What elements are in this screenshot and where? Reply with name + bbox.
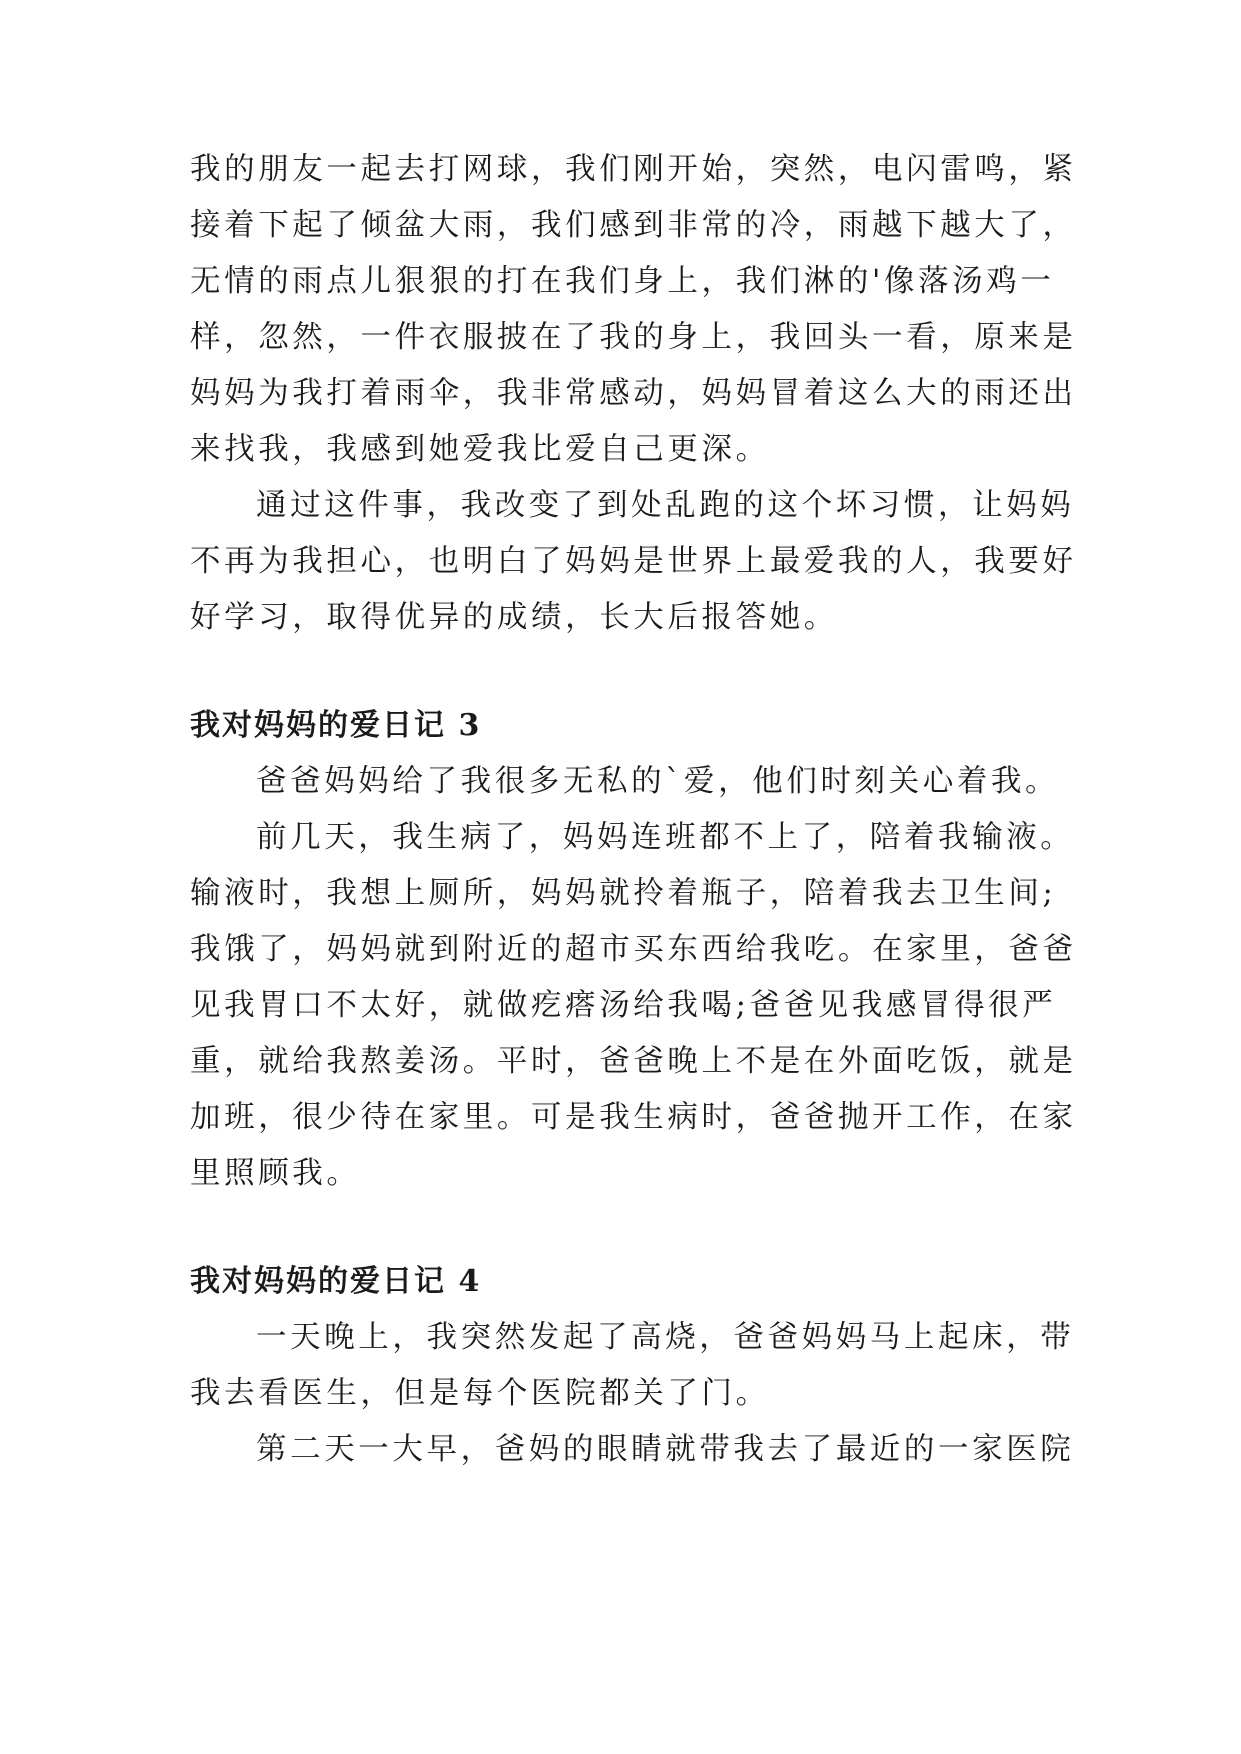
paragraph-line: 好学习，取得优异的成绩，长大后报答她。 [190, 600, 838, 635]
paragraph-line: 通过这件事，我改变了到处乱跑的这个坏习惯，让妈妈 [256, 488, 1075, 523]
paragraph-line: 重，就给我熬姜汤。平时，爸爸晚上不是在外面吃饭，就是 [190, 1044, 1077, 1079]
paragraph-line: 无情的雨点儿狠狠的打在我们身上，我们淋的'像落汤鸡一 [190, 264, 1055, 299]
paragraph-line: 里照顾我。 [190, 1156, 361, 1191]
section-heading: 我对妈妈的爱日记 4 [190, 1264, 482, 1299]
paragraph-line: 妈妈为我打着雨伞，我非常感动，妈妈冒着这么大的雨还出 [190, 376, 1077, 411]
paragraph-line: 爸爸妈妈给了我很多无私的`爱，他们时刻关心着我。 [256, 764, 1060, 799]
paragraph-line: 来找我，我感到她爱我比爱自己更深。 [190, 432, 770, 467]
paragraph-line: 不再为我担心，也明白了妈妈是世界上最爱我的人，我要好 [190, 544, 1077, 579]
paragraph-line: 前几天，我生病了，妈妈连班都不上了，陪着我输液。 [256, 820, 1075, 855]
paragraph-line: 我饿了，妈妈就到附近的超市买东西给我吃。在家里，爸爸 [190, 932, 1077, 967]
paragraph-line: 我去看医生，但是每个医院都关了门。 [190, 1376, 770, 1411]
paragraph-line: 第二天一大早，爸妈的眼睛就带我去了最近的一家医院 [256, 1432, 1075, 1467]
paragraph-line: 样，忽然，一件衣服披在了我的身上，我回头一看，原来是 [190, 320, 1077, 355]
paragraph-line: 接着下起了倾盆大雨，我们感到非常的冷，雨越下越大了， [190, 208, 1077, 243]
paragraph-line: 我的朋友一起去打网球，我们刚开始，突然，电闪雷鸣，紧 [190, 152, 1077, 187]
paragraph-line: 输液时，我想上厕所，妈妈就拎着瓶子，陪着我去卫生间; [190, 876, 1057, 911]
paragraph-line: 一天晚上，我突然发起了高烧，爸爸妈妈马上起床，带 [256, 1320, 1075, 1355]
paragraph-line: 加班，很少待在家里。可是我生病时，爸爸抛开工作，在家 [190, 1100, 1077, 1135]
section-heading: 我对妈妈的爱日记 3 [190, 708, 482, 743]
paragraph-line: 见我胃口不太好，就做疙瘩汤给我喝;爸爸见我感冒得很严 [190, 988, 1057, 1023]
